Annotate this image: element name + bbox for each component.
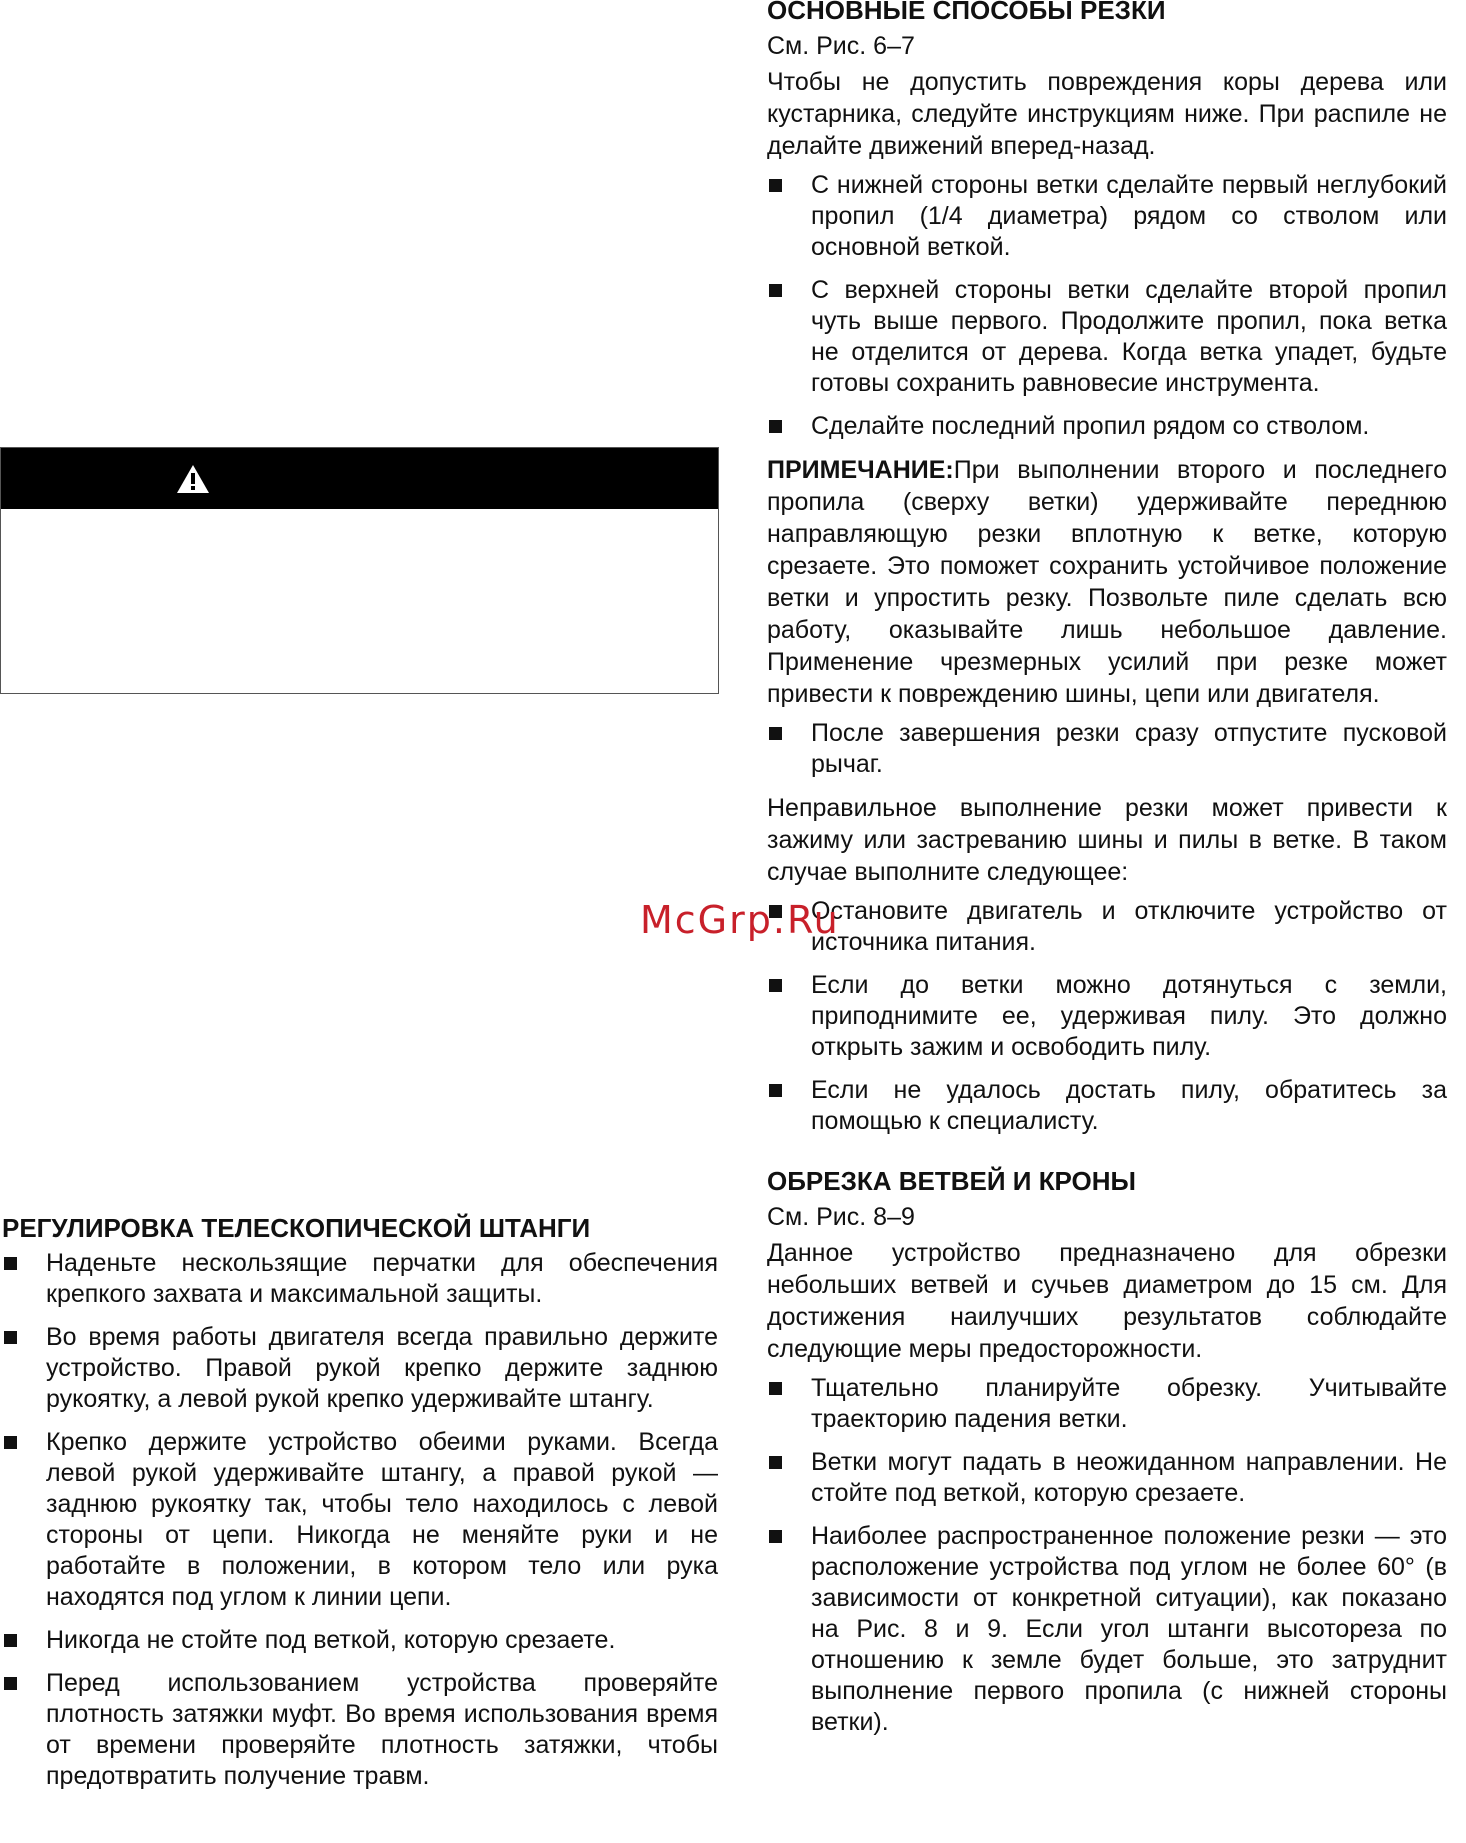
pruning-title: ОБРЕЗКА ВЕТВЕЙ И КРОНЫ xyxy=(767,1166,1137,1196)
note-label: ПРИМЕЧАНИЕ: xyxy=(767,456,954,484)
telescopic-section xyxy=(2,1212,718,1804)
pruning-list xyxy=(767,1373,1447,1738)
pinch-list xyxy=(767,896,1447,1137)
list-item: Наиболее распространенное положение резки — это расположение устройства под углом не более 60° (в зависимости от конкретной ситуации), как показано на Рис. 8 и 9. Если угол штанги высотореза по отношению к земле будет больше, это затруднит выполнение первого пропила (с нижней стороны ветки). xyxy=(767,1521,1447,1738)
list-item: После завершения резки сразу отпустите пусковой рычаг. xyxy=(767,718,1447,780)
list-item: Сделайте последний пропил рядом со стволом. xyxy=(767,411,1447,442)
warning-header xyxy=(1,448,718,509)
bullet-square-icon xyxy=(769,1084,782,1097)
list-item: С верхней стороны ветки сделайте второй пропил чуть выше первого. Продолжите пропил, пока ветка не отделится от дерева. Когда ветка упадет, будьте готовы сохранить равновесие инструмента. xyxy=(767,275,1447,399)
list-item: Если не удалось достать пилу, обратитесь за помощью к специалисту. xyxy=(767,1075,1447,1137)
bullet-square-icon xyxy=(769,1456,782,1469)
warning-triangle-icon xyxy=(175,463,211,495)
list-item: С нижней стороны ветки сделайте первый неглубокий пропил (1/4 диаметра) рядом со стволом или основной веткой. xyxy=(767,170,1447,263)
bullet-square-icon xyxy=(4,1257,17,1270)
telescopic-list xyxy=(2,1248,718,1792)
bullet-square-icon xyxy=(4,1634,17,1647)
bullet-square-icon xyxy=(769,1382,782,1395)
bullet-square-icon xyxy=(769,420,782,433)
list-item: Тщательно планируйте обрезку. Учитывайте траекторию падения ветки. xyxy=(767,1373,1447,1435)
note-text: При выполнении второго и последнего пропила (сверху ветки) удерживайте переднюю направляющую резки вплотную к ветке, которую срезаете. Это поможет сохранить устойчивое положение ветки и упростить резку. Позвольте пиле сделать всю работу, оказывайте лишь небольшое давление. Применение чрезмерных усилий при резке может привести к повреждению шины, цепи или двигателя. xyxy=(767,456,1447,708)
list-item: Крепко держите устройство обеими руками. Всегда левой рукой удерживайте штангу, а правой рукой — заднюю рукоятку так, чтобы тело находилось с левой стороны от цепи. Никогда не меняйте руки и не работайте в положении, в котором тело или рука находятся под углом к линии цепи. xyxy=(2,1427,718,1613)
right-column xyxy=(767,0,1447,1750)
warning-box xyxy=(0,447,719,694)
bullet-square-icon xyxy=(769,284,782,297)
bullet-square-icon xyxy=(769,727,782,740)
basic-cutting-list xyxy=(767,170,1447,442)
bullet-square-icon xyxy=(769,1530,782,1543)
list-item: Перед использованием устройства проверяйте плотность затяжки муфт. Во время использования время от времени проверяйте плотность затяжки, чтобы предотвратить получение травм. xyxy=(2,1668,718,1792)
list-item: Ветки могут падать в неожиданном направлении. Не стойте под веткой, которую срезаете. xyxy=(767,1447,1447,1509)
list-item: Если до ветки можно дотянуться с земли, приподнимите ее, удерживая пилу. Это должно открыть зажим и освободить пилу. xyxy=(767,970,1447,1063)
basic-cutting-title: ОСНОВНЫЕ СПОСОБЫ РЕЗКИ xyxy=(767,0,1166,25)
list-item: Никогда не стойте под веткой, которую срезаете. xyxy=(2,1625,718,1656)
basic-cutting-intro: Чтобы не допустить повреждения коры дерева или кустарника, следуйте инструкциям ниже. При распиле не делайте движений вперед-назад. xyxy=(767,68,1447,160)
list-item: Остановите двигатель и отключите устройство от источника питания. xyxy=(767,896,1447,958)
bullet-square-icon xyxy=(4,1436,17,1449)
telescopic-title: РЕГУЛИРОВКА ТЕЛЕСКОПИЧЕСКОЙ ШТАНГИ xyxy=(2,1213,591,1243)
watermark: McGrp.Ru xyxy=(640,898,840,942)
list-item: Наденьте нескользящие перчатки для обеспечения крепкого захвата и максимальной защиты. xyxy=(2,1248,718,1310)
pruning-intro: Данное устройство предназначено для обрезки небольших ветвей и сучьев диаметром до 15 см. Для достижения наилучших результатов соблюдайте следующие меры предосторожности. xyxy=(767,1239,1447,1363)
basic-cutting-ref: См. Рис. 6–7 xyxy=(767,32,915,60)
bullet-square-icon xyxy=(769,979,782,992)
list-item: Во время работы двигателя всегда правильно держите устройство. Правой рукой крепко держите заднюю рукоятку, а левой рукой крепко удерживайте штангу. xyxy=(2,1322,718,1415)
bullet-square-icon xyxy=(4,1677,17,1690)
release-list xyxy=(767,718,1447,780)
note-paragraph xyxy=(767,454,1447,710)
bullet-square-icon xyxy=(4,1331,17,1344)
pinch-paragraph: Неправильное выполнение резки может привести к зажиму или застреванию шины и пилы в ветке. В таком случае выполните следующее: xyxy=(767,794,1447,886)
pruning-ref: См. Рис. 8–9 xyxy=(767,1203,915,1231)
bullet-square-icon xyxy=(769,179,782,192)
